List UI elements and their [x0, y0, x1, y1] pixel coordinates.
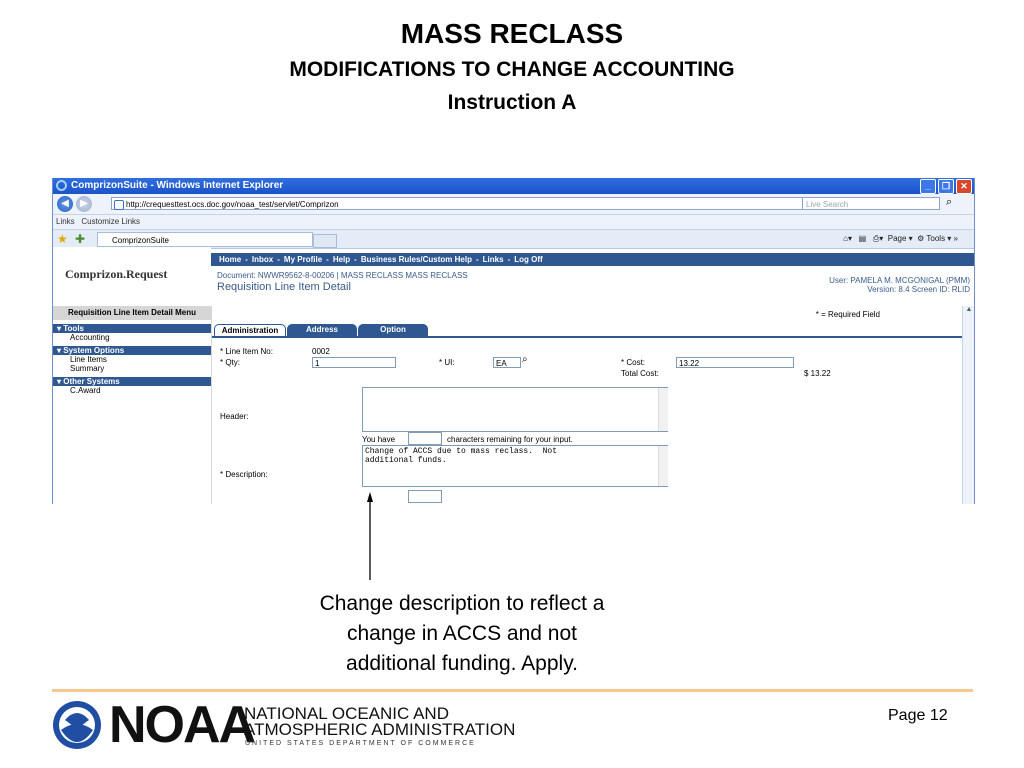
sidebar-item-accounting[interactable]: Accounting	[70, 333, 110, 342]
qty-label: * Qty:	[220, 358, 241, 367]
sidebar-section-title: Other Systems	[63, 377, 120, 386]
sidebar-item-c-award[interactable]: C.Award	[70, 386, 101, 395]
address-bar	[53, 194, 974, 215]
scroll-up-icon[interactable]: ▲	[965, 306, 973, 313]
slide-instruction: Instruction A	[447, 91, 577, 114]
page-title: Requisition Line Item Detail	[217, 281, 351, 293]
sidebar-item-summary[interactable]: Summary	[70, 364, 105, 373]
page-number: Page 12	[888, 707, 948, 724]
browser-tab-label: ComprizonSuite	[112, 236, 169, 245]
required-field-note: * = Required Field	[815, 310, 880, 319]
footer-rule	[52, 689, 973, 692]
sidebar-section-title: Tools	[63, 324, 84, 333]
total-cost-value: $ 13.22	[804, 369, 831, 378]
nav-item-inbox[interactable]: Inbox	[251, 255, 274, 264]
user-name: User: PAMELA M. MCGONIGAL (PMM)	[829, 276, 970, 285]
slide-subtitle: MODIFICATIONS TO CHANGE ACCOUNTING	[289, 58, 735, 81]
noaa-seal-logo	[52, 700, 102, 750]
nav-item-business-rules-custom-help[interactable]: Business Rules/Custom Help	[360, 255, 472, 264]
sidebar-section-title: System Options	[63, 346, 125, 355]
chars-remaining-field	[408, 432, 442, 445]
restore-button[interactable]: ❐	[938, 179, 954, 194]
chars-remaining-prefix: You have	[362, 435, 396, 444]
header-scrollbar[interactable]	[658, 388, 668, 431]
ie-icon	[56, 180, 67, 191]
sidebar-item-line-items[interactable]: Line Items	[70, 355, 107, 364]
description-textarea[interactable]: Change of ACCS due to mass reclass. Not additional funds.	[362, 445, 668, 487]
document-line: Document: NWWR9562-8-00206 | MASS RECLASS MASS RECLASS	[217, 271, 468, 280]
noaa-line-2: ATMOSPHERIC ADMINISTRATION	[244, 720, 516, 739]
noaa-line-1: NATIONAL OCEANIC AND	[244, 704, 449, 723]
chevron-down-icon: ▾	[57, 324, 64, 333]
slide-title: MASS RECLASS	[400, 18, 624, 49]
callout-line-3: additional funding. Apply.	[346, 652, 578, 675]
links-label: Links	[56, 217, 75, 226]
window-title: ComprizonSuite - Windows Internet Explorer	[71, 180, 284, 191]
form-tabs	[212, 324, 962, 338]
new-tab-button[interactable]	[313, 234, 337, 248]
app-nav-bar	[211, 253, 974, 266]
description-label: * Description:	[220, 470, 268, 479]
search-input[interactable]: Live Search	[802, 197, 940, 210]
window-titlebar	[53, 178, 974, 194]
command-bar: ⌂▾ ▤ ⎙▾ Page ▾ ⚙ Tools ▾ »	[843, 234, 958, 243]
app-brand: Comprizon.Request	[65, 267, 168, 281]
nav-item-log-off[interactable]: Log Off	[514, 255, 543, 264]
favorites-star-icon[interactable]: ★	[57, 232, 68, 246]
browser-window	[52, 178, 975, 504]
nav-item-help[interactable]: Help	[332, 255, 351, 264]
qty-input[interactable]: 1	[312, 357, 396, 368]
total-cost-label: Total Cost:	[621, 369, 659, 378]
sidebar-section-other-systems[interactable]	[53, 377, 211, 386]
line-item-label: * Line Item No:	[220, 347, 273, 356]
header-label: Header:	[220, 412, 249, 421]
tab-address[interactable]: Address	[287, 324, 357, 336]
sidebar-section-tools[interactable]	[53, 324, 211, 333]
ui-input[interactable]: EA	[493, 357, 521, 368]
sidebar-menu	[53, 306, 212, 504]
nav-item-home[interactable]: Home	[219, 255, 242, 264]
form-area	[212, 306, 962, 504]
nav-separator: -	[475, 255, 479, 264]
nav-item-my-profile[interactable]: My Profile	[283, 255, 323, 264]
cost-label: * Cost:	[621, 358, 646, 367]
forward-arrow-icon[interactable]: ▶	[76, 196, 92, 212]
home-icon[interactable]: ⌂▾	[843, 234, 852, 243]
feeds-icon[interactable]: ▤	[858, 234, 867, 243]
version-info: Version: 8.4 Screen ID: RLID	[867, 285, 970, 294]
app-logo-area	[53, 247, 211, 303]
add-favorites-icon[interactable]: ✚	[75, 232, 86, 246]
callout-arrow	[367, 492, 373, 582]
nav-separator: -	[354, 255, 357, 264]
user-info	[829, 276, 970, 294]
sidebar-header: Requisition Line Item Detail Menu	[53, 306, 211, 320]
nav-separator: -	[245, 255, 248, 264]
cost-input[interactable]: 13.22	[676, 357, 794, 368]
nav-separator: -	[277, 255, 280, 264]
description-scrollbar[interactable]	[658, 446, 668, 486]
close-button[interactable]: ✕	[956, 179, 972, 194]
noaa-line-3: UNITED STATES DEPARTMENT OF COMMERCE	[245, 740, 476, 747]
links-bar	[53, 215, 974, 230]
page-menu[interactable]: Page	[887, 234, 907, 243]
back-arrow-icon[interactable]: ◀	[57, 196, 73, 212]
customize-links-link[interactable]: Customize Links	[81, 217, 141, 226]
nav-separator: -	[507, 255, 511, 264]
noaa-wordmark: NOAA	[109, 696, 255, 754]
line-item-value: 0002	[312, 347, 330, 356]
page-icon	[114, 200, 124, 210]
browser-tab[interactable]	[97, 232, 313, 247]
callout-line-2: change in ACCS and not	[347, 622, 577, 645]
url-text: http://crequesttest.ocs.doc.gov/noaa_test/servlet/Comprizon	[126, 200, 339, 209]
callout-text	[0, 589, 924, 679]
chevron-down-icon: ▾	[57, 346, 64, 355]
minimize-button[interactable]: _	[920, 179, 936, 194]
chevron-down-icon: ▾	[57, 377, 64, 386]
url-field[interactable]	[111, 197, 805, 210]
lookup-magnifier-icon[interactable]: ⌕	[522, 354, 528, 365]
search-icon[interactable]: ⌕	[946, 196, 953, 208]
callout-line-1: Change description to reflect a	[319, 592, 605, 615]
nav-item-links[interactable]: Links	[482, 255, 504, 264]
app-content	[53, 247, 974, 504]
tools-menu[interactable]: Tools	[926, 234, 946, 243]
page-scrollbar[interactable]	[962, 306, 975, 504]
print-icon[interactable]: ⎙▾	[872, 234, 884, 243]
chars-remaining-field-2	[408, 490, 442, 503]
header-textarea[interactable]	[362, 387, 668, 432]
ui-label: * UI:	[439, 358, 455, 367]
tab-option[interactable]: Option	[358, 324, 428, 336]
sidebar-section-system-options[interactable]	[53, 346, 211, 355]
gear-icon: ⚙	[917, 234, 925, 243]
nav-separator: -	[326, 255, 329, 264]
chars-remaining-suffix: characters remaining for your input.	[447, 435, 573, 444]
tab-administration[interactable]: Administration	[214, 324, 286, 336]
